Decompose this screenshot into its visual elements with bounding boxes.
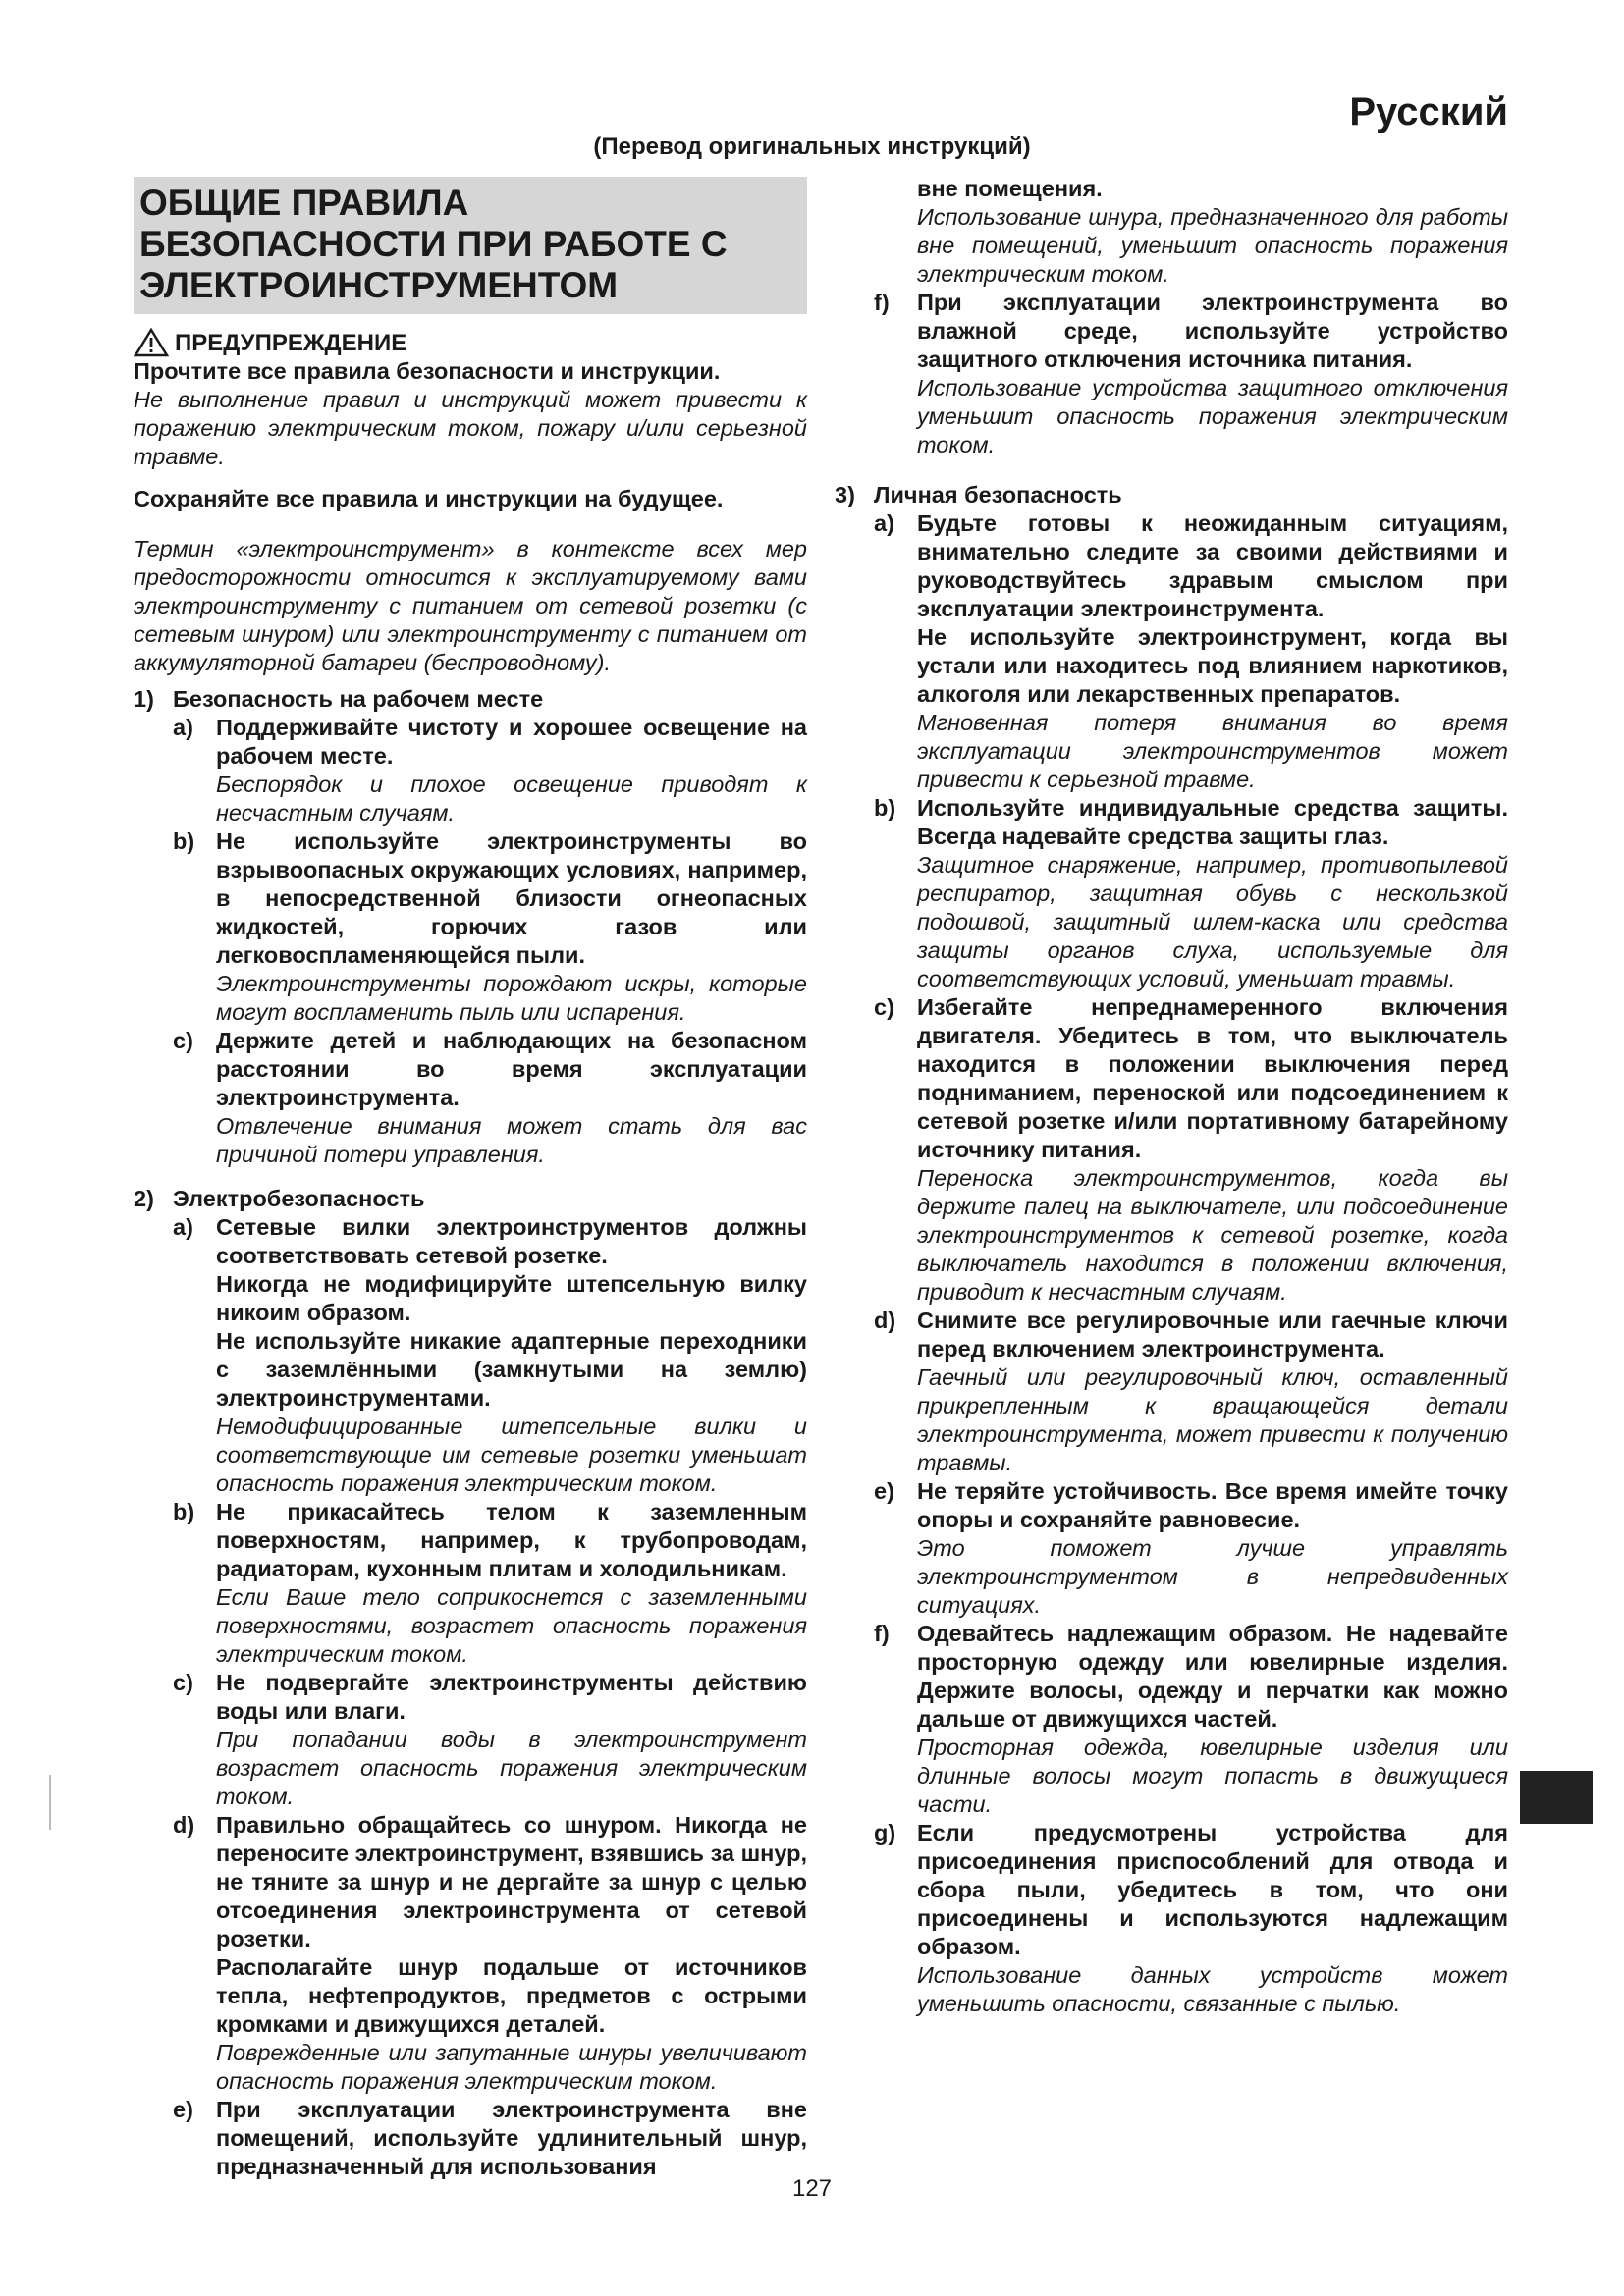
title-line-3: ЭЛЕКТРОИНСТРУМЕНТОМ [139,265,619,305]
list-item: b) Не используйте электроинструменты во взрывоопасных окружающих условиях, например, в непосредственной близости огнеопасных жидкостей, горючих газов или легковоспламеняющейся пыли. Электроинструменты порождают искры, которые могут воспламенить пыль или испарения. [173,828,807,1025]
list-item: g) Если предусмотрены устройства для присоединения приспособлений для отвода и сбора пыли, убедитесь в том, что они присоединены и используются надлежащим образом. Использование данных устройств может уменьшить опасности, связанные с пылью. [874,1820,1508,2016]
language-side-tab [1520,1771,1593,1824]
list-item: e) Не теряйте устойчивость. Все время имейте точку опоры и сохраняйте равновесие. Это поможет лучше управлять электроинструментом в непредвиденных ситуациях. [874,1478,1508,1618]
list-item: d) Снимите все регулировочные или гаечные ключи перед включением электроинструмента. Гаечный или регулировочный ключ, оставленный прикрепленным к вращающейся детали электроинструмента, может привести к получению травмы. [874,1308,1508,1475]
warning-bold: Прочтите все правила безопасности и инструкции. [134,358,721,384]
section-2-heading: 2) Электробезопасность [134,1186,425,1211]
list-item: f) Одевайтесь надлежащим образом. Не надевайте просторную одежду или ювелирные изделия. Держите волосы, одежду и перчатки как можно дальше от движущихся частей. Просторная одежда, ювелирные изделия или длинные волосы могут попасть в движущиеся части. [874,1621,1508,1817]
warning-label: ПРЕДУПРЕЖДЕНИЕ [175,329,407,356]
page-number: 127 [791,2175,833,2202]
list-item-continued: вне помещения. Использование шнура, предназначенного для работы вне помещений, уменьшит опасность поражения электрическим током. [917,176,1508,287]
section-3-heading: 3) Личная безопасность [835,482,1122,507]
title-line-1: ОБЩИЕ ПРАВИЛА [139,183,469,223]
language-label: Русский [1349,90,1508,133]
list-item: f) При эксплуатации электроинструмента во влажной среде, используйте устройство защитного отключения источника питания. Использование устройства защитного отключения уменьшит опасность поражения электрическим током. [874,290,1508,457]
subtitle: (Перевод оригинальных инструкций) [593,133,1031,160]
warning-triangle-icon [134,328,169,357]
warning-italic: Не выполнение правил и инструкций может привести к поражению электрическим током, пожару и/или серьезной травме. [134,387,807,469]
warning-heading [134,328,807,357]
list-item: c) Избегайте непреднамеренного включения двигателя. Убедитесь в том, что выключатель находится в положении выключения перед подниманием, переноской или подсоединением к сетевой розетке и/или портативному батарейному источнику питания. Переноска электроинструментов, когда вы держите палец на выключателе, или подсоединение электроинструментов к сетевой розетке, когда выключатель находится в положении включения, приводит к несчастным случаям. [874,994,1508,1305]
list-item: e) При эксплуатации электроинструмента вне помещений, используйте удлинительный шнур, предназначенный для использования [173,2097,807,2179]
list-item: b) Используйте индивидуальные средства защиты. Всегда надевайте средства защиты глаз. Защитное снаряжение, например, противопылевой респиратор, защитная обувь с нескользкой подошвой, защитный шлем-каска или средства защиты органов слуха, используемые для соответствующих условий, уменьшат травмы. [874,795,1508,991]
title-line-2: БЕЗОПАСНОСТИ ПРИ РАБОТЕ С [139,224,728,264]
list-item: a) Поддерживайте чистоту и хорошее освещение на рабочем месте. Беспорядок и плохое освещение приводят к несчастным случаям. [173,715,807,826]
list-item: d) Правильно обращайтесь со шнуром. Никогда не переносите электроинструмент, взявшись за шнур, не тяните за шнур и не дергайте за шнур с целью отсоединения электроинструмента от сетевой розетки. Располагайте шнур подальше от источников тепла, нефтепродуктов, предметов с острыми кромками и движущихся деталей. Поврежденные или запутанные шнуры увеличивают опасность поражения электрическим током. [173,1812,807,2094]
list-item: c) Не подвергайте электроинструменты действию воды или влаги. При попадании воды в электроинструмент возрастет опасность поражения электрическим током. [173,1670,807,1809]
list-item: a) Будьте готовы к неожиданным ситуациям, внимательно следите за своими действиями и руководствуйтесь здравым смыслом при эксплуатации электроинструмента. Не используйте электроинструмент, когда вы устали или находитесь под влиянием наркотиков, алкоголя или лекарственных препаратов. Мгновенная потеря внимания во время эксплуатации электроинструментов может привести к серьезной травме. [874,510,1508,792]
list-item: c) Держите детей и наблюдающих на безопасном расстоянии во время эксплуатации электроинструмента. Отвлечение внимания может стать для вас причиной потери управления. [173,1028,807,1167]
section-1-heading: 1) Безопасность на рабочем месте [134,686,544,712]
right-column [835,175,1508,2018]
term-definition: Термин «электроинструмент» в контексте всех мер предосторожности относится к эксплуатируемому вами электроинструменту с питанием от сетевой розетки (с сетевым шнуром) или электроинструменту с питанием от аккумуляторной батареи (беспроводному). [134,536,807,675]
page-title [134,177,807,314]
left-column [134,177,807,2181]
save-instructions: Сохраняйте все правила и инструкции на будущее. [134,486,724,511]
edge-mark [49,1775,51,1830]
list-item: a) Сетевые вилки электроинструментов должны соответствовать сетевой розетке. Никогда не модифицируйте штепсельную вилку никоим образом. Не используйте никакие адаптерные переходники с заземлёнными (замкнутыми на землю) электроинструментами. Немодифицированные штепсельные вилки и соответствующие им сетевые розетки уменьшат опасность поражения электрическим током. [173,1214,807,1496]
list-item: b) Не прикасайтесь телом к заземленным поверхностям, например, к трубопроводам, радиаторам, кухонным плитам и холодильникам. Если Ваше тело соприкоснется с заземленными поверхностями, возрастет опасность поражения электрическим током. [173,1499,807,1667]
